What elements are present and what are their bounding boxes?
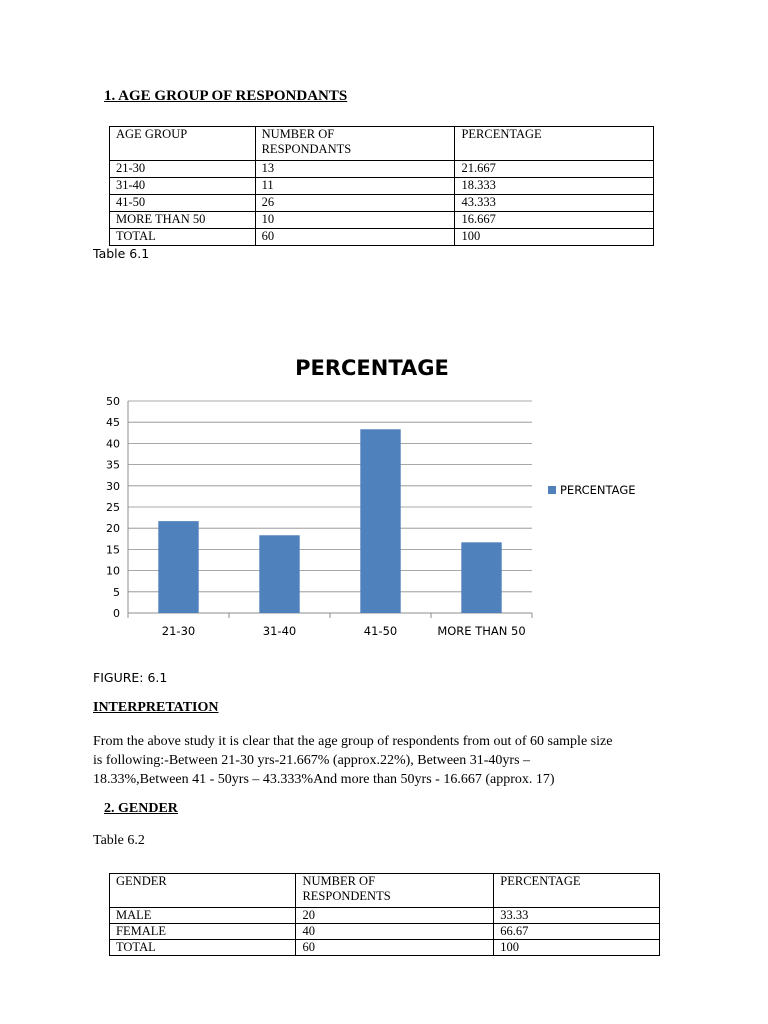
table-row [110, 161, 654, 178]
table-cell: 33.33 [494, 908, 660, 924]
y-tick-label: 0 [113, 607, 120, 620]
table-header-cell: AGE GROUP [110, 127, 256, 161]
interpretation-paragraph [93, 732, 733, 789]
table-cell: 31-40 [110, 178, 256, 195]
table-cell: MALE [110, 908, 296, 924]
table-cell: 66.67 [494, 924, 660, 940]
section-1-heading: 1. AGE GROUP OF RESPONDANTS [104, 88, 348, 104]
table-cell: 11 [255, 178, 455, 195]
table-header-cell: PERCENTAGE [455, 127, 654, 161]
bar [158, 521, 198, 613]
table-cell: 10 [255, 212, 455, 229]
legend-label: PERCENTAGE [560, 483, 636, 497]
interpretation-heading: INTERPRETATION [93, 700, 219, 715]
table-cell: 16.667 [455, 212, 654, 229]
table-cell: MORE THAN 50 [110, 212, 256, 229]
legend-swatch [548, 486, 556, 494]
x-tick-label: 21-30 [161, 624, 196, 638]
table-cell: 21.667 [455, 161, 654, 178]
table-cell: 100 [494, 940, 660, 956]
table-cell: FEMALE [110, 924, 296, 940]
table-header-cell: PERCENTAGE [494, 874, 660, 908]
y-tick-label: 5 [113, 585, 120, 599]
paragraph-line: is following:-Between 21-30 yrs-21.667% (approx.22%), Between 31-40yrs – [93, 753, 531, 768]
age-group-table [109, 126, 654, 246]
chart-title: PERCENTAGE [295, 356, 449, 380]
table-cell: TOTAL [110, 229, 256, 246]
bar [461, 542, 501, 613]
gender-table [109, 873, 660, 956]
table-cell: 20 [296, 908, 494, 924]
y-tick-label: 15 [106, 543, 120, 557]
y-tick-label: 25 [106, 501, 120, 514]
y-tick-label: 45 [106, 416, 120, 430]
table-header-row [110, 127, 654, 161]
table-row [110, 178, 654, 195]
table-row [110, 924, 660, 940]
y-tick-label: 40 [106, 437, 120, 451]
table-cell: 60 [296, 940, 494, 956]
table-header-cell: NUMBER OF RESPONDENTS [296, 874, 494, 908]
y-tick-label: 50 [106, 395, 120, 408]
bar [360, 429, 400, 613]
table-header-cell: GENDER [110, 874, 296, 908]
table-row [110, 940, 660, 956]
percentage-bar-chart [80, 340, 680, 650]
table-cell: 21-30 [110, 161, 256, 178]
paragraph-line: From the above study it is clear that the age group of respondents from out of 60 sample size [93, 734, 613, 749]
section-2-heading: 2. GENDER [104, 801, 178, 816]
table-cell: 100 [455, 229, 654, 246]
table-row [110, 212, 654, 229]
y-tick-label: 30 [106, 479, 120, 493]
y-tick-label: 20 [106, 522, 120, 536]
chart-legend [548, 483, 636, 497]
table-cell: 60 [255, 229, 455, 246]
table-row [110, 908, 660, 924]
x-tick-label: 31-40 [262, 624, 297, 638]
table-cell: 43.333 [455, 195, 654, 212]
paragraph-line: 18.33%,Between 41 - 50yrs – 43.333%And more than 50yrs - 16.667 (approx. 17) [93, 772, 555, 787]
table-cell: 26 [255, 195, 455, 212]
table-cell: 18.333 [455, 178, 654, 195]
table-row [110, 195, 654, 212]
table-row [110, 229, 654, 246]
x-tick-label: MORE THAN 50 [437, 624, 526, 638]
table-cell: 41-50 [110, 195, 256, 212]
y-tick-label: 35 [106, 458, 120, 472]
table-cell: 40 [296, 924, 494, 940]
table-header-cell: NUMBER OF RESPONDANTS [255, 127, 455, 161]
y-tick-label: 10 [106, 564, 120, 578]
chart-bars [158, 429, 501, 613]
figure-caption: FIGURE: 6.1 [93, 670, 168, 685]
table-caption: Table 6.2 [93, 833, 145, 848]
table-caption: Table 6.1 [93, 246, 150, 261]
table-header-row [110, 874, 660, 908]
table-cell: 13 [255, 161, 455, 178]
table-cell: TOTAL [110, 940, 296, 956]
x-tick-label: 41-50 [363, 624, 398, 638]
bar [259, 535, 299, 613]
